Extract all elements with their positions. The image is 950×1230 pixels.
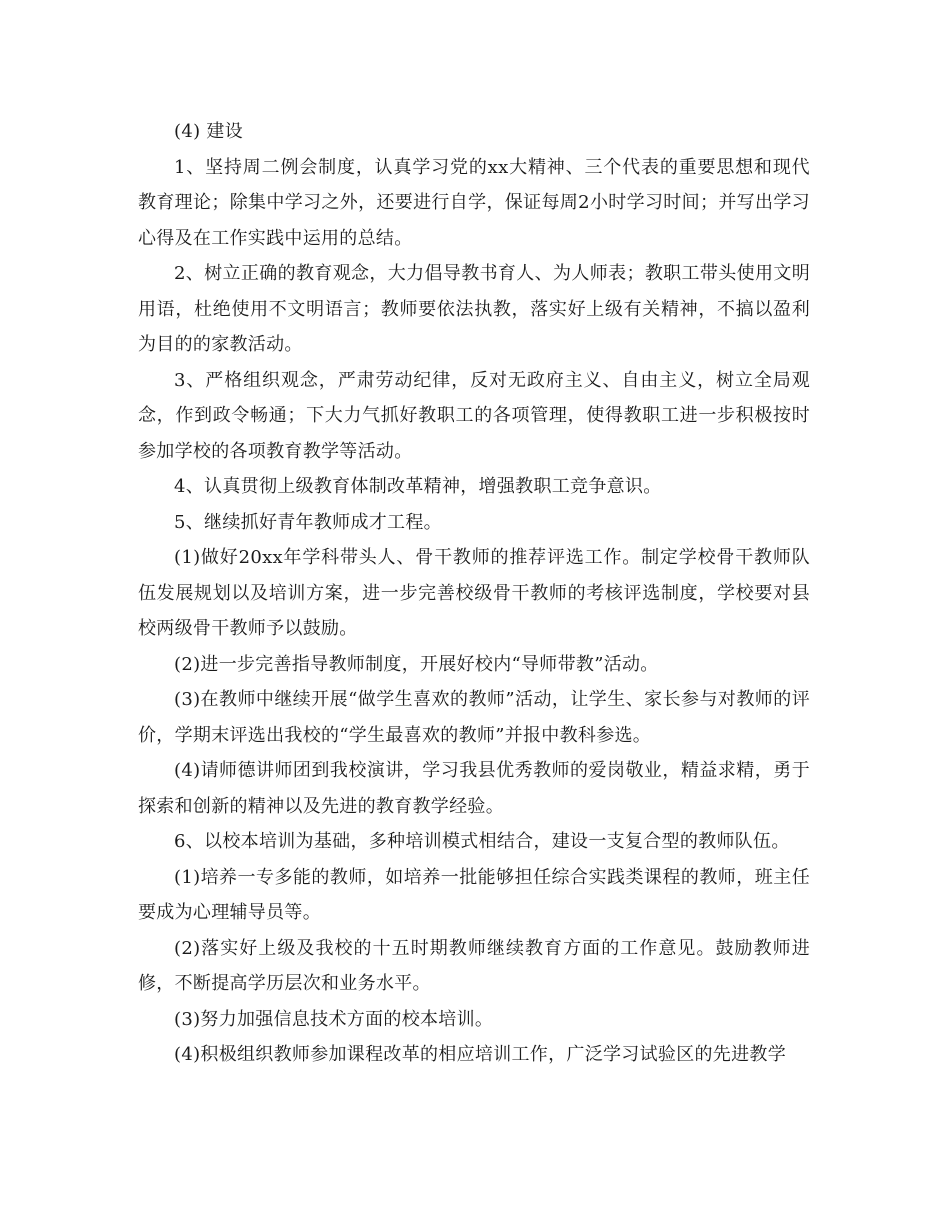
paragraph-item-5-3: (3)在教师中继续开展“做学生喜欢的教师”活动，让学生、家长参与对教师的评价，学期末评选出我校的“学生最喜欢的教师”并报中教科参选。 <box>138 689 810 746</box>
paragraph-item-6-2: (2)落实好上级及我校的十五时期教师继续教育方面的工作意见。鼓励教师进修，不断提高学历层次和业务水平。 <box>138 937 810 994</box>
section-heading: (4) 建设 <box>174 121 244 142</box>
document-body <box>138 114 810 1073</box>
paragraph-item-6-3: (3)努力加强信息技术方面的校本培训。 <box>174 1008 494 1030</box>
paragraph-item-5-2: (2)进一步完善指导教师制度，开展好校内“导师带教”活动。 <box>174 653 659 675</box>
paragraph-item-6-1: (1)培养一专多能的教师，如培养一批能够担任综合实践类课程的教师，班主任要成为心理辅导员等。 <box>138 866 810 923</box>
paragraph-item-1: 1、坚持周二例会制度，认真学习党的xx大精神、三个代表的重要思想和现代教育理论；除集中学习之外，还要进行自学，保证每周2小时学习时间；并写出学习心得及在工作实践中运用的总结。 <box>138 156 810 249</box>
paragraph-item-4: 4、认真贯彻上级教育体制改革精神，增强教职工竞争意识。 <box>174 476 662 497</box>
paragraph-item-5: 5、继续抓好青年教师成才工程。 <box>174 511 442 533</box>
paragraph-item-2: 2、树立正确的教育观念，大力倡导教书育人、为人师表；教职工带头使用文明用语，杜绝使用不文明语言；教师要依法执教，落实好上级有关精神，不搞以盈利为目的的家教活动。 <box>138 263 810 355</box>
paragraph-item-3: 3、严格组织观念，严肃劳动纪律，反对无政府主义、自由主义，树立全局观念，作到政令畅通；下大力气抓好教职工的各项管理，使得教职工进一步积极按时参加学校的各项教育教学等活动。 <box>138 369 810 462</box>
paragraph-item-6-4: (4)积极组织教师参加课程改革的相应培训工作，广泛学习试验区的先进教学 <box>174 1044 786 1065</box>
paragraph-item-5-4: (4)请师德讲师团到我校演讲，学习我县优秀教师的爱岗敬业，精益求精，勇于探索和创新的精神以及先进的教育教学经验。 <box>138 760 810 817</box>
paragraph-item-6: 6、以校本培训为基础，多种培训模式相结合，建设一支复合型的教师队伍。 <box>174 831 790 852</box>
paragraph-item-5-1: (1)做好20xx年学科带头人、骨干教师的推荐评选工作。制定学校骨干教师队伍发展规划以及培训方案，进一步完善校级骨干教师的考核评选制度，学校要对县校两级骨干教师予以鼓励。 <box>138 547 810 639</box>
